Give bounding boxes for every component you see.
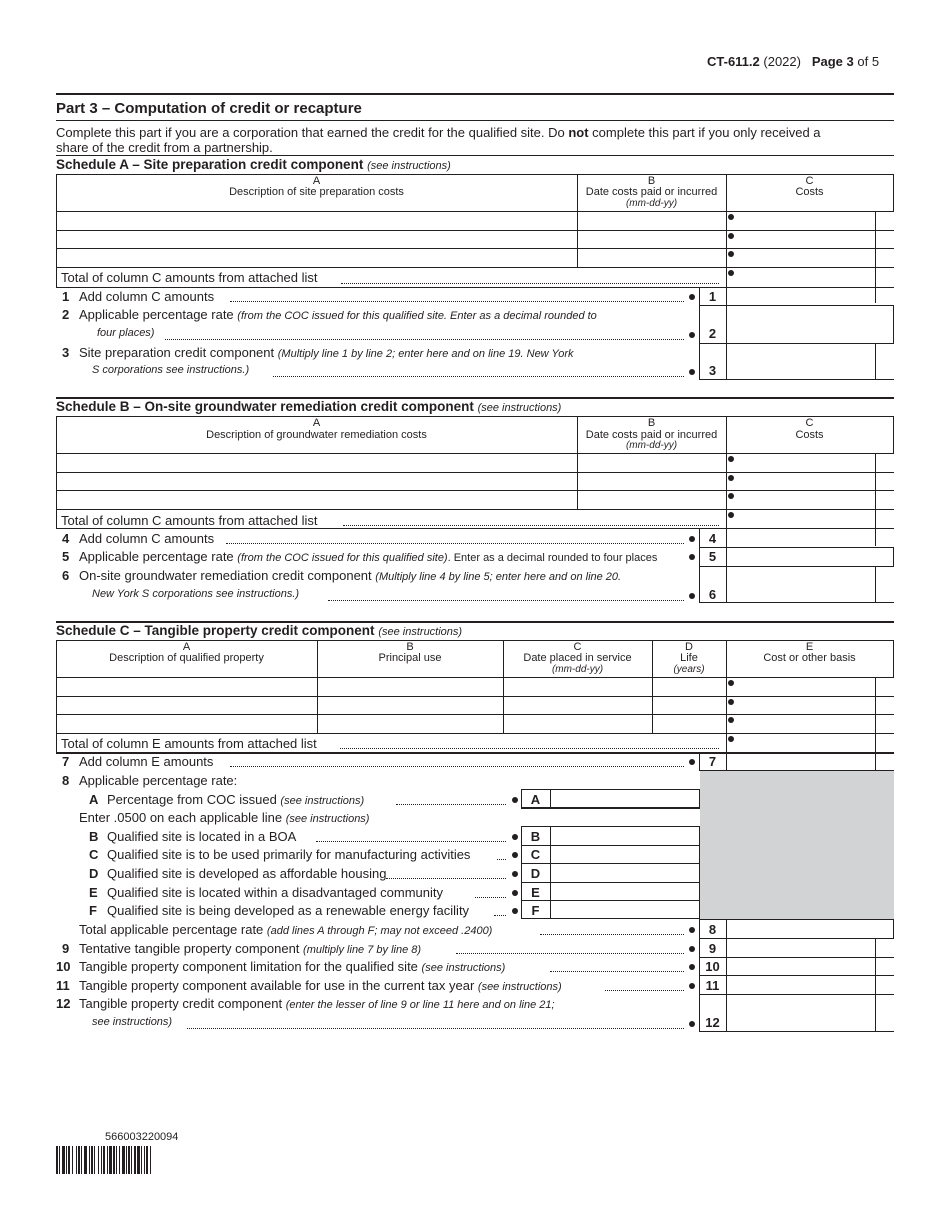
bullet-icon (689, 1021, 695, 1027)
line5-number: 5 (62, 549, 70, 564)
schedule-c-lower-cents-divider (875, 938, 876, 1031)
leader-dots (273, 376, 684, 377)
bullet-icon (728, 680, 734, 686)
leader-dots (396, 804, 506, 805)
line8e-letter: E (89, 885, 98, 900)
schedule-a-row3-date[interactable] (578, 249, 725, 266)
schedule-c-row3-use[interactable] (318, 715, 502, 732)
schedule-a-col-b-letter: B (647, 175, 656, 187)
leader-dots (187, 1028, 684, 1029)
schedule-c-col-d-letter: D (685, 641, 693, 653)
line11-amount[interactable] (727, 976, 875, 993)
schedule-b-col-b-label: Date costs paid or incurred (585, 429, 718, 441)
line11-label: Tangible property component available for use in the current tax year (see instructions) (79, 978, 562, 993)
line11-number: 11 (56, 978, 70, 993)
part3-top-rule (56, 93, 894, 95)
part3-intro-rule (56, 155, 894, 156)
line7-amount[interactable] (727, 753, 875, 769)
line7-amount-left (726, 752, 727, 770)
schedule-b-row2-description[interactable] (57, 473, 576, 489)
schedule-b-row1-date[interactable] (578, 454, 725, 471)
schedule-c-row3-description[interactable] (57, 715, 316, 732)
line12-label-cont: see instructions) (92, 1016, 173, 1028)
leader-dots (230, 766, 684, 767)
schedule-b-col-c-letter: C (805, 417, 814, 429)
enter-note: Enter .0500 on each applicable line (see instructions) (79, 810, 370, 825)
schedule-c-row2-cost[interactable] (732, 697, 874, 713)
line8a-box-letter: A (530, 792, 541, 807)
bullet-icon (689, 964, 695, 970)
line1-box-number: 1 (708, 289, 717, 304)
line8b-letter: B (89, 829, 99, 844)
line8a-rate[interactable] (551, 790, 699, 807)
schedule-a-col-b-label: Date costs paid or incurred (585, 186, 718, 198)
page-header (707, 55, 879, 68)
schedule-a-row3-cost[interactable] (732, 249, 874, 266)
schedule-b-row2-date[interactable] (578, 473, 725, 489)
line4-box-number: 4 (708, 531, 717, 546)
schedule-b-col-b-letter: B (647, 417, 656, 429)
schedule-c-col-c-label: Date placed in service (523, 652, 632, 664)
line8f-label: Qualified site is being developed as a renewable energy facility (107, 903, 470, 918)
line9-label: Tentative tangible property component (multiply line 7 by line 8) (79, 941, 422, 956)
line8-total-label: Total applicable percentage rate (add lines A through F; may not exceed .2400) (79, 922, 493, 937)
schedule-c-col-c-letter: C (573, 641, 582, 653)
line8a-label: Percentage from COC issued (see instructions) (107, 792, 365, 807)
line8e-label: Qualified site is located within a disadvantaged community (107, 885, 444, 900)
line6-amount[interactable] (727, 567, 875, 601)
schedule-c-right-border (893, 640, 894, 677)
part3-title: Part 3 – Computation of credit or recapture (56, 100, 362, 117)
line8f-letter: F (89, 903, 97, 918)
schedule-b-row3-description[interactable] (57, 491, 576, 508)
bullet-icon (689, 294, 695, 300)
line8f-rate[interactable] (551, 901, 699, 918)
bullet-icon (689, 946, 695, 952)
leader-dots (494, 915, 506, 916)
line8d-box-letter: D (530, 866, 541, 881)
line8c-box-letter: C (530, 847, 541, 862)
line8c-rate[interactable] (551, 846, 699, 862)
schedule-c-header-top (56, 640, 894, 641)
schedule-a-row2-date[interactable] (578, 231, 725, 247)
bullet-icon (512, 852, 518, 858)
bullet-icon (728, 251, 734, 257)
schedule-c-amount-left (726, 919, 727, 1031)
schedule-b-row3-cost[interactable] (732, 491, 874, 508)
line12-bottom-rule (699, 1031, 894, 1032)
schedule-a-right-border (893, 174, 894, 211)
shaded-area (700, 771, 894, 919)
bullet-icon (689, 593, 695, 599)
bullet-icon (512, 871, 518, 877)
leader-dots (226, 543, 684, 544)
leader-dots (341, 283, 719, 284)
leader-dots (230, 301, 684, 302)
bullet-icon (512, 797, 518, 803)
line2-right-border (893, 305, 894, 343)
schedule-b-right-border (893, 416, 894, 453)
line2-label: Applicable percentage rate (from the COC issued for this qualified site. Enter as a decimal rounded to (79, 307, 597, 322)
line12-amount[interactable] (727, 995, 875, 1030)
line7-num-left (699, 752, 700, 770)
line2-number: 2 (62, 307, 70, 322)
bullet-icon (512, 834, 518, 840)
schedule-b-col-c-label: Costs (795, 429, 824, 441)
schedule-a-col-a-label: Description of site preparation costs (229, 186, 404, 198)
line9-number: 9 (62, 941, 70, 956)
bullet-icon (728, 475, 734, 481)
bullet-icon (512, 908, 518, 914)
schedule-b-total-label: Total of column C amounts from attached list (61, 513, 318, 528)
schedule-a-row2-cost[interactable] (732, 231, 874, 247)
page-of: of 5 (857, 54, 880, 69)
line7-label: Add column E amounts (79, 754, 214, 769)
schedule-c-row1-life[interactable] (653, 678, 725, 695)
leader-dots (540, 934, 684, 935)
page-number: 3 (846, 54, 854, 69)
intro-not: not (568, 125, 589, 140)
line3-label: Site preparation credit component (Multiply line 1 by line 2; enter here and on line 19. New York (79, 345, 574, 360)
line8a-letter: A (89, 792, 99, 807)
leader-dots (475, 897, 506, 898)
line12-box-number: 12 (705, 1015, 720, 1030)
line2-box-number: 2 (708, 326, 717, 341)
leader-dots (386, 878, 506, 879)
schedule-c-col-e-label: Cost or other basis (763, 652, 856, 664)
line6-bottom-rule (699, 602, 894, 603)
schedule-c-row2-description[interactable] (57, 697, 316, 713)
page-word: Page (811, 54, 843, 69)
schedule-a-col-c-letter: C (805, 175, 814, 187)
line2-label-cont: four places) (97, 327, 155, 339)
line8-total-right-border (893, 919, 894, 938)
line6-cents-divider (875, 566, 876, 602)
schedule-c-col-d-sub: (years) (673, 664, 705, 675)
line8f-box-letter: F (531, 903, 540, 918)
bullet-icon (689, 332, 695, 338)
schedule-c-total-amount[interactable] (732, 734, 874, 751)
schedule-b-header-top (56, 416, 894, 417)
barcode-number: 566003220094 (105, 1131, 179, 1143)
leader-dots (328, 600, 684, 601)
line8d-letter: D (89, 866, 99, 881)
line8-label: Applicable percentage rate: (79, 773, 238, 788)
schedule-a-col-b-sub: (mm-dd-yy) (625, 198, 678, 209)
schedule-a-row1-cost[interactable] (732, 212, 874, 229)
schedule-a-row1-description[interactable] (57, 212, 576, 229)
line10-number: 10 (56, 959, 71, 974)
schedule-a-col-c-label: Costs (795, 186, 824, 198)
schedule-c-cents-divider (875, 677, 876, 770)
schedule-b-row1-cost[interactable] (732, 454, 874, 471)
schedule-b-title: Schedule B – On-site groundwater remediation credit component (see instructions) (56, 399, 562, 414)
line8d-rate[interactable] (551, 864, 699, 881)
bullet-icon (689, 369, 695, 375)
bullet-icon (728, 214, 734, 220)
schedule-c-row1-cost[interactable] (732, 678, 874, 695)
line8e-box-letter: E (531, 885, 540, 900)
schedule-b-row1-description[interactable] (57, 454, 576, 471)
line12-label: Tangible property credit component (enter the lesser of line 9 or line 11 here and on line 21; (79, 996, 555, 1011)
schedule-c-row2-use[interactable] (318, 697, 502, 713)
line3-amount[interactable] (727, 344, 875, 378)
bullet-icon (689, 759, 695, 765)
form-id: CT-611.2 (707, 54, 760, 69)
schedule-a-header-top (56, 174, 894, 175)
bullet-icon (689, 927, 695, 933)
schedule-c-row1-description[interactable] (57, 678, 316, 695)
schedule-c-row1-use[interactable] (318, 678, 502, 695)
schedule-a-row1-date[interactable] (578, 212, 725, 229)
line8d-label: Qualified site is developed as affordable housing (107, 866, 387, 881)
line5-right-border (893, 547, 894, 566)
bullet-icon (728, 699, 734, 705)
schedule-c-col-a-label: Description of qualified property (109, 652, 264, 664)
line4-label: Add column C amounts (79, 531, 215, 546)
schedule-c-total-label: Total of column E amounts from attached list (61, 736, 317, 751)
schedule-a-total-amount[interactable] (732, 268, 874, 286)
schedule-b-row2-cost[interactable] (732, 473, 874, 489)
bullet-icon (689, 536, 695, 542)
line6-label-cont: New York S corporations see instructions.) (92, 588, 300, 600)
line5-box-number: 5 (708, 549, 717, 564)
line8c-label: Qualified site is to be used primarily for manufacturing activities (107, 847, 471, 862)
bullet-icon (728, 456, 734, 462)
schedule-c-title: Schedule C – Tangible property credit component (see instructions) (56, 623, 463, 638)
line1-number: 1 (62, 289, 70, 304)
schedule-c-col-b-letter: B (406, 641, 414, 653)
line8b-label: Qualified site is located in a BOA (107, 829, 297, 844)
line1-label: Add column C amounts (79, 289, 215, 304)
schedule-b-total-amount[interactable] (732, 510, 874, 527)
line9-box-number: 9 (708, 941, 717, 956)
schedule-a-row3-description[interactable] (57, 249, 576, 266)
bullet-icon (689, 983, 695, 989)
line8-number: 8 (62, 773, 70, 788)
schedule-c-row3-date[interactable] (504, 715, 651, 732)
line8c-letter: C (89, 847, 99, 862)
line9-amount[interactable] (727, 939, 875, 956)
schedule-b-row3-date[interactable] (578, 491, 725, 508)
line10-amount[interactable] (727, 958, 875, 974)
bullet-icon (728, 717, 734, 723)
line7-box-number: 7 (708, 754, 717, 769)
bullet-icon (728, 493, 734, 499)
line6-number: 6 (62, 568, 70, 583)
line2-rate[interactable] (727, 306, 893, 342)
leader-dots (497, 859, 506, 860)
leader-dots (316, 841, 506, 842)
schedule-c-row3-cost[interactable] (732, 715, 874, 732)
leader-dots (165, 339, 684, 340)
bullet-icon (689, 554, 695, 560)
line8-box-rule-top (521, 808, 700, 809)
schedule-b-cents-divider (875, 453, 876, 546)
line5-rate[interactable] (727, 548, 893, 565)
leader-dots (456, 953, 684, 954)
schedule-a-row2-description[interactable] (57, 231, 576, 247)
part3-intro-line1: Complete this part if you are a corporation that earned the credit for the qualified site. Do not complete this part if you only received a (56, 125, 821, 140)
line11-box-number: 11 (705, 978, 720, 993)
line4-amount[interactable] (727, 529, 875, 546)
part3-title-rule (56, 120, 894, 121)
schedule-c-col-c-sub: (mm-dd-yy) (551, 664, 604, 675)
line4-number: 4 (62, 531, 70, 546)
line8b-rate[interactable] (551, 827, 699, 844)
line3-number: 3 (62, 345, 70, 360)
leader-dots (343, 525, 719, 526)
line3-bottom-rule (699, 379, 894, 380)
line3-box-number: 3 (708, 363, 717, 378)
schedule-b-col-a-label: Description of groundwater remediation costs (206, 429, 427, 441)
schedule-c-row3-life[interactable] (653, 715, 725, 732)
line3-cents-divider (875, 343, 876, 379)
schedule-c-row1-date[interactable] (504, 678, 651, 695)
schedule-c-col-b-label: Principal use (378, 652, 442, 664)
form-year: (2022) (763, 54, 801, 69)
line8-box-number: 8 (708, 922, 717, 937)
schedule-c-col-d-label: Life (680, 652, 698, 664)
bullet-icon (512, 890, 518, 896)
line6-box-number: 6 (708, 587, 717, 602)
schedule-a-total-label: Total of column C amounts from attached list (61, 270, 318, 285)
line5-label: Applicable percentage rate (from the COC issued for this qualified site). Enter as a decimal rounded to four places (79, 549, 658, 564)
bullet-icon (728, 233, 734, 239)
schedule-c-linenum-left (699, 919, 700, 1031)
schedule-b-col-a-letter: A (312, 417, 321, 429)
schedule-b-col-b-sub: (mm-dd-yy) (625, 440, 678, 451)
schedule-a-col-a-letter: A (312, 175, 321, 187)
schedule-a-title: Schedule A – Site preparation credit component (see instructions) (56, 157, 451, 172)
line8b-box-letter: B (530, 829, 541, 844)
line7-number: 7 (62, 754, 70, 769)
line6-label: On-site groundwater remediation credit component (Multiply line 4 by line 5; enter here and on line 20. (79, 568, 622, 583)
line10-label: Tangible property component limitation for the qualified site (see instructions) (79, 959, 506, 974)
part3-intro-line2: share of the credit from a partnership. (56, 140, 273, 155)
line10-box-number: 10 (705, 959, 720, 974)
line8e-rate[interactable] (551, 883, 699, 899)
leader-dots (605, 990, 684, 991)
line3-label-cont: S corporations see instructions.) (92, 364, 250, 376)
barcode-icon (56, 1146, 238, 1174)
line1-amount[interactable] (727, 288, 875, 304)
schedule-a-cents-divider (875, 211, 876, 303)
line8-total-rate[interactable] (727, 920, 893, 937)
schedule-c-col-e-letter: E (805, 641, 814, 653)
schedule-c-col-a-letter: A (182, 641, 191, 653)
leader-dots (340, 748, 719, 749)
schedule-c-row2-date[interactable] (504, 697, 651, 713)
leader-dots (550, 971, 684, 972)
line12-number: 12 (56, 996, 71, 1011)
schedule-c-row2-life[interactable] (653, 697, 725, 713)
